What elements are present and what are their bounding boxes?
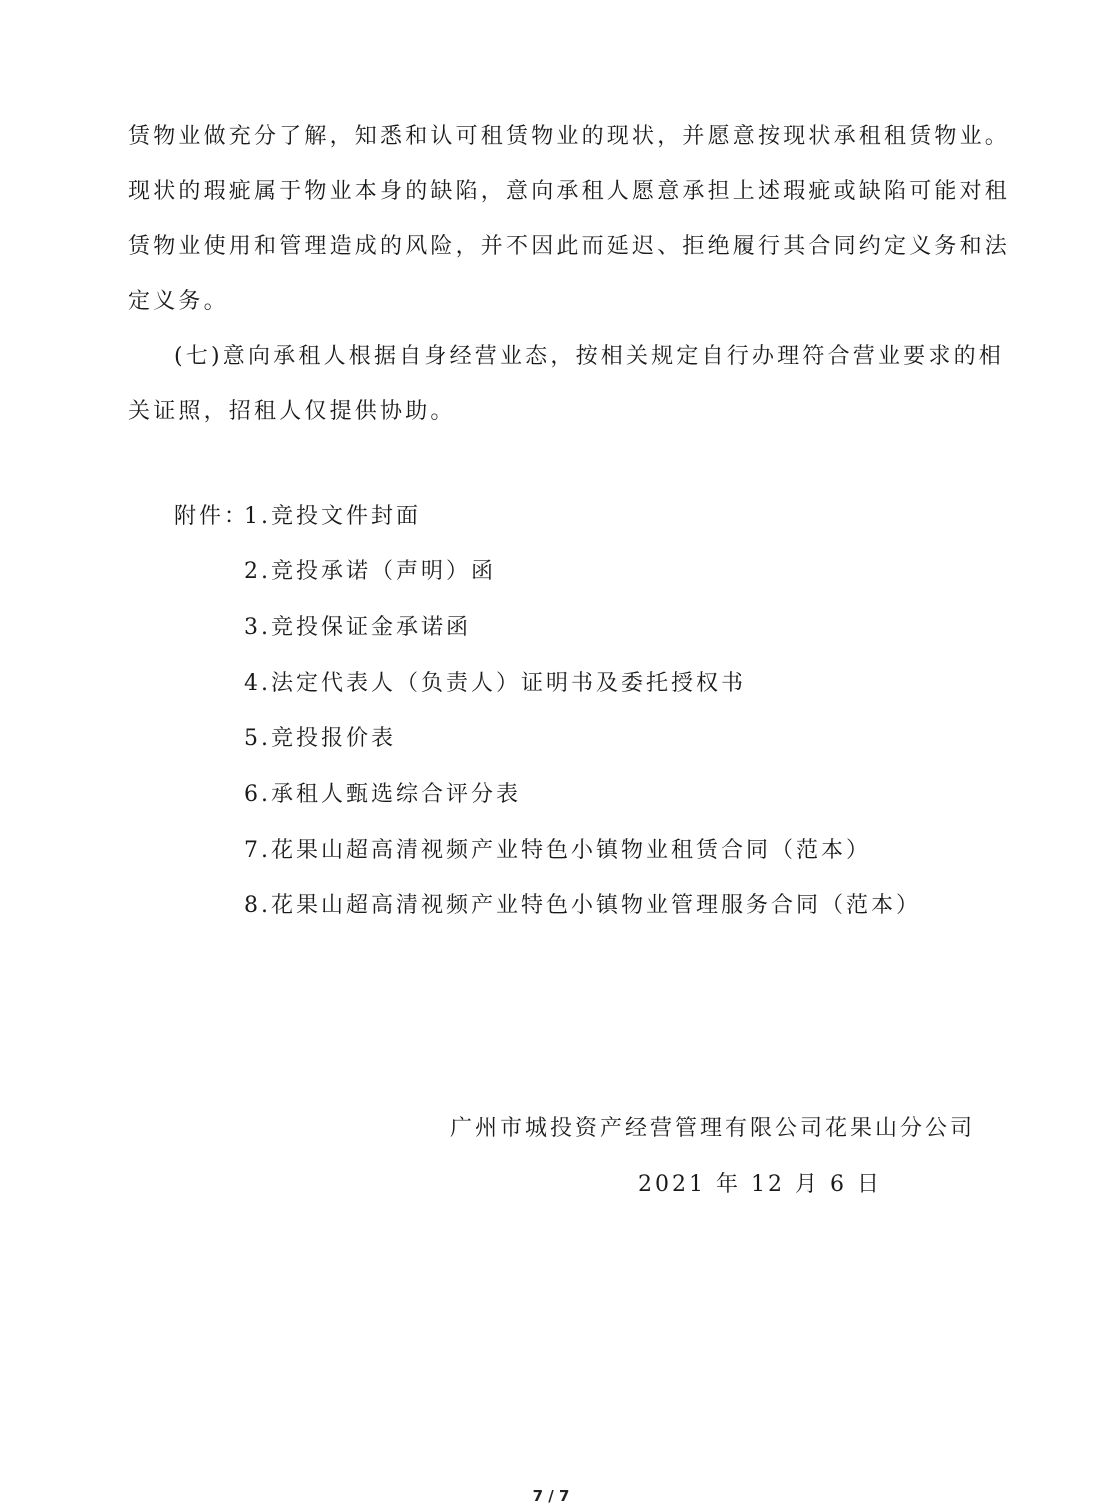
body-line-5: (七)意向承租人根据自身经营业态，按相关规定自行办理符合营业要求的相 [174,344,1004,369]
attachment-item: 8.花果山超高清视频产业特色小镇物业管理服务合同（范本） [244,893,921,918]
attachment-item: 2.竞投承诺（声明）函 [244,559,496,584]
body-line-6: 关证照，招租人仅提供协助。 [128,399,456,424]
attachment-item: 1.竞投文件封面 [244,504,421,529]
attachments-label: 附件： [174,504,250,529]
body-line-1: 赁物业做充分了解，知悉和认可租赁物业的现状，并愿意按现状承租租赁物业。 [128,124,1011,149]
attachment-item: 3.竞投保证金承诺函 [244,615,471,640]
attachment-item: 4.法定代表人（负责人）证明书及委托授权书 [244,671,746,696]
issue-date: 2021 年 12 月 6 日 [638,1172,882,1197]
page-number: 7 / 7 [532,1487,570,1505]
attachment-item: 7.花果山超高清视频产业特色小镇物业租赁合同（范本） [244,838,871,863]
body-line-2: 现状的瑕疵属于物业本身的缺陷，意向承租人愿意承担上述瑕疵或缺陷可能对租 [128,179,1011,204]
body-line-4: 定义务。 [128,289,229,314]
attachment-item: 6.承租人甄选综合评分表 [244,782,521,807]
issuing-organization: 广州市城投资产经营管理有限公司花果山分公司 [450,1116,976,1141]
attachment-item: 5.竞投报价表 [244,726,396,751]
body-line-3: 赁物业使用和管理造成的风险，并不因此而延迟、拒绝履行其合同约定义务和法 [128,234,1011,259]
